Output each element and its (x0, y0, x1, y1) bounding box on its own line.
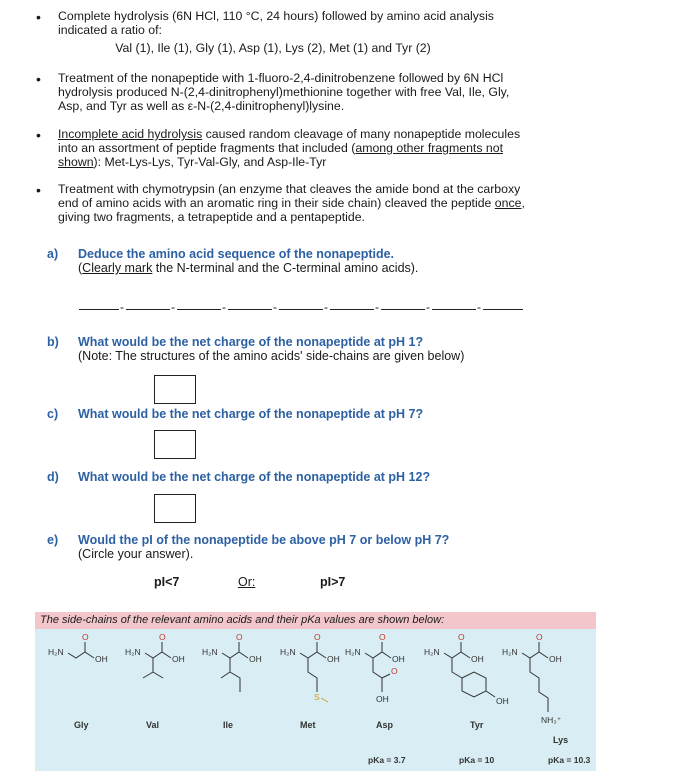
tyr-o: O (458, 632, 465, 642)
question-e-note: (Circle your answer). (78, 547, 194, 562)
sequence-dash: - (375, 300, 379, 314)
pka-tyr: pKa = 10 (459, 755, 495, 765)
ile-oh: OH (249, 654, 262, 664)
sequence-dash: - (426, 300, 430, 314)
gly-h2n: H₂N (48, 647, 64, 657)
tyr-side-oh: OH (496, 696, 509, 706)
bullet-4-text: end of amino acids with an aromatic ring in their side chain) cleaved the peptide (58, 196, 495, 211)
question-b-title: What would be the net charge of the nonapeptide at pH 1? (78, 335, 424, 349)
question-d-letter: d) (47, 470, 59, 484)
bullet-1-line-2: indicated a ratio of: (58, 23, 162, 38)
side-chain-panel-title: The side-chains of the relevant amino acids and their pKa values are shown below: (40, 614, 445, 626)
met-oh: OH (327, 654, 340, 664)
question-b-letter: b) (47, 335, 59, 349)
val-side-2 (153, 672, 163, 678)
val-backbone (145, 652, 171, 658)
bullet-4-line-1: Treatment with chymotrypsin (an enzyme that cleaves the amide bond at the carboxy (58, 182, 521, 196)
question-e-letter: e) (47, 533, 59, 547)
val-o: O (159, 632, 166, 642)
asp-side-o: O (391, 666, 398, 676)
asp-h2n: H₂N (345, 647, 361, 657)
lys-side (530, 658, 548, 712)
asp-side-oh: OH (376, 694, 389, 704)
asp-o: O (379, 632, 386, 642)
sequence-dash: - (324, 300, 328, 314)
aa-name-met: Met (300, 720, 316, 730)
question-a-note-text: the N-terminal and the C-terminal amino acids). (152, 261, 419, 276)
val-oh: OH (172, 654, 185, 664)
question-c-letter: c) (47, 407, 59, 421)
amino-acid-ratio: Val (1), Ile (1), Gly (1), Asp (1), Lys (2), Met (1) and Tyr (2) (115, 41, 431, 56)
bullet-4-line-3: giving two fragments, a tetrapeptide and a pentapeptide. (58, 210, 365, 225)
asp-side-co (382, 674, 390, 678)
bullet-3-text-2: into an assortment of peptide fragments that included ( (58, 141, 356, 156)
sequence-dash: - (273, 300, 277, 314)
aa-name-lys: Lys (553, 735, 569, 745)
aa-name-tyr: Tyr (470, 720, 484, 730)
tyr-oh-bond (486, 691, 495, 697)
option-pi-above-7[interactable]: pI>7 (320, 575, 346, 589)
asp-oh: OH (392, 654, 405, 664)
aa-name-ile: Ile (223, 720, 234, 730)
pka-asp: pKa = 3.7 (368, 755, 406, 765)
lys-oh: OH (549, 654, 562, 664)
met-side (308, 658, 317, 692)
ile-o: O (236, 632, 243, 642)
ile-side-1 (221, 658, 230, 678)
sequence-dash: - (171, 300, 175, 314)
ile-side-2 (230, 672, 240, 692)
sequence-dash: - (120, 300, 124, 314)
tyr-backbone (444, 652, 470, 658)
lys-nh3: NH₃⁺ (541, 715, 562, 725)
met-s: S (314, 692, 320, 702)
tyr-ring (462, 672, 486, 697)
question-d-title: What would be the net charge of the nonapeptide at pH 12? (78, 470, 431, 484)
bullet-2-line-2: hydrolysis produced N-(2,4-dinitrophenyl)methionine together with free Val, Ile, Gly, (58, 85, 510, 100)
tyr-side (452, 658, 462, 678)
aa-name-gly: Gly (74, 720, 89, 730)
ile-backbone (222, 652, 248, 658)
question-b-note: (Note: The structures of the amino acids' side-chains are given below) (78, 349, 465, 364)
question-a-title: Deduce the amino acid sequence of the nonapeptide. (78, 247, 395, 261)
question-a-letter: a) (47, 247, 59, 261)
question-a-paren: ( (78, 261, 83, 276)
met-s-bond (321, 698, 328, 702)
bullet-4-marker: • (36, 182, 41, 198)
bullet-4-underline: once (494, 196, 522, 211)
met-backbone (300, 652, 326, 658)
gly-o: O (82, 632, 89, 642)
gly-oh: OH (95, 654, 108, 664)
question-e-title: Would the pI of the nonapeptide be above pH 7 or below pH 7? (78, 533, 450, 547)
aa-name-asp: Asp (376, 720, 394, 730)
met-h2n: H₂N (280, 647, 296, 657)
lys-o: O (536, 632, 543, 642)
bullet-3-text-1: caused random cleavage of many nonapeptide molecules (202, 127, 521, 141)
met-o: O (314, 632, 321, 642)
val-side-1 (143, 658, 153, 678)
bullet-2-line-3: Asp, and Tyr as well as ε-N-(2,4-dinitrophenyl)lysine. (58, 99, 345, 114)
bullet-1-line-1: Complete hydrolysis (6N HCl, 110 °C, 24 hours) followed by amino acid analysis (58, 9, 494, 23)
bullet-3-underline-2: among other fragments not (355, 141, 504, 156)
bullet-3-text-3: ): Met-Lys-Lys, Tyr-Val-Gly, and Asp-Ile-Tyr (93, 155, 327, 170)
aa-name-val: Val (146, 720, 160, 730)
option-pi-below-7[interactable]: pI<7 (154, 575, 180, 589)
question-c-title: What would be the net charge of the nonapeptide at pH 7? (78, 407, 424, 421)
sequence-dash: - (477, 300, 481, 314)
sequence-dash: - (222, 300, 226, 314)
bullet-4-comma: , (521, 196, 525, 211)
structure-labels (48, 632, 562, 725)
bullet-1-marker: • (36, 9, 41, 25)
ile-h2n: H₂N (202, 647, 218, 657)
gly-backbone (68, 652, 94, 658)
option-or-label: Or: (238, 575, 256, 589)
bullet-2-line-1: Treatment of the nonapeptide with 1-fluoro-2,4-dinitrobenzene followed by 6N HCl (58, 71, 504, 85)
bullet-3-underline-3: shown (58, 155, 94, 170)
val-h2n: H₂N (125, 647, 141, 657)
asp-side (373, 658, 382, 692)
lys-h2n: H₂N (502, 647, 518, 657)
bullet-2-marker: • (36, 71, 41, 87)
lys-backbone (522, 652, 548, 658)
question-a-note-underline: Clearly mark (82, 261, 153, 276)
tyr-oh: OH (471, 654, 484, 664)
asp-backbone (365, 652, 391, 658)
pka-lys: pKa = 10.3 (548, 755, 591, 765)
bullet-3-marker: • (36, 127, 41, 143)
tyr-h2n: H₂N (424, 647, 440, 657)
bullet-3-underline-1: Incomplete acid hydrolysis (58, 127, 203, 141)
